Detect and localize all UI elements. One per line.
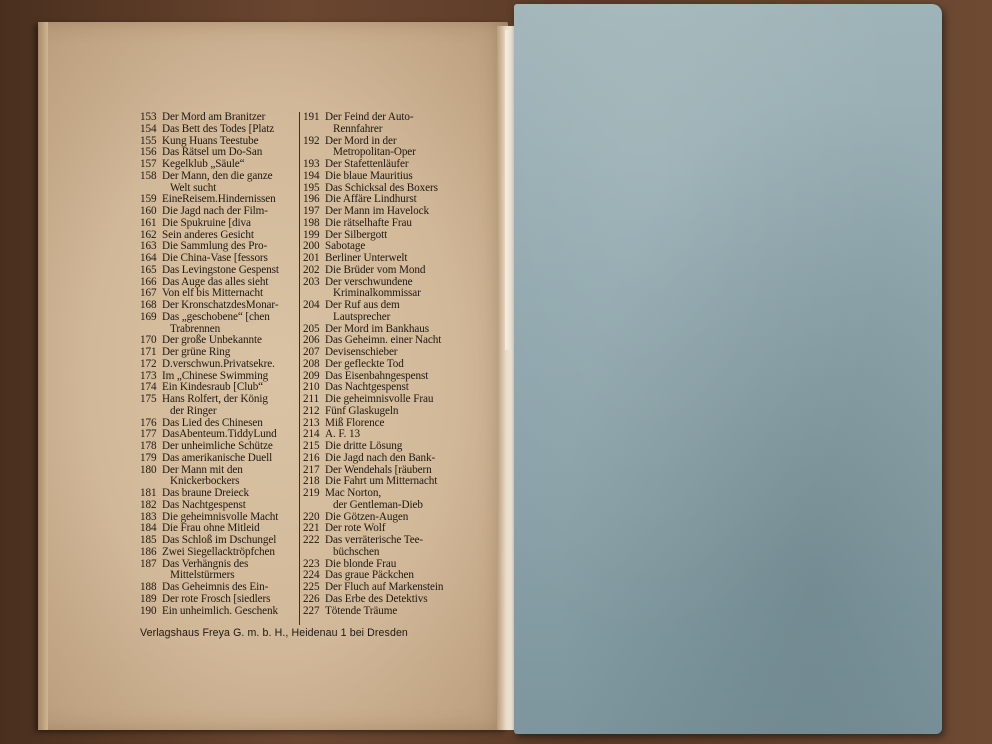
issue-title-continuation: Trabrennen bbox=[170, 322, 221, 335]
issue-number: 205 bbox=[303, 322, 320, 335]
issue-title-block bbox=[325, 218, 412, 230]
issue-title-block bbox=[325, 347, 397, 359]
issue-title: Zwei Siegellacktröpfchen bbox=[162, 545, 275, 558]
issue-number: 217 bbox=[303, 463, 320, 476]
issue-title-block bbox=[325, 171, 413, 183]
issue-title-continuation: Rennfahrer bbox=[333, 122, 383, 135]
issue-title: Die geheimnisvolle Frau bbox=[325, 393, 434, 405]
list-item bbox=[140, 547, 302, 559]
issue-number: 207 bbox=[303, 346, 320, 358]
list-item bbox=[140, 465, 302, 489]
issue-number: 226 bbox=[303, 592, 320, 605]
list-item bbox=[303, 347, 471, 359]
issue-title: EineReisem.Hindernissen bbox=[162, 193, 276, 206]
blue-back-cover bbox=[514, 4, 942, 734]
issue-number: 189 bbox=[140, 592, 157, 605]
list-item bbox=[303, 453, 471, 465]
issue-title: Der Mord am Branitzer bbox=[162, 111, 266, 123]
list-item bbox=[303, 206, 471, 218]
issue-number: 179 bbox=[140, 451, 157, 464]
issue-number: 192 bbox=[303, 134, 320, 147]
issue-title: Das Schloß im Dschungel bbox=[162, 534, 277, 546]
issue-title-block bbox=[325, 206, 429, 218]
list-item bbox=[140, 488, 302, 500]
issue-title-block bbox=[162, 253, 268, 265]
list-column-left bbox=[140, 112, 302, 617]
issue-number: 155 bbox=[140, 134, 157, 147]
issue-title-block bbox=[162, 535, 276, 547]
issue-number: 206 bbox=[303, 334, 320, 347]
issue-number: 190 bbox=[140, 604, 157, 617]
issue-title-block bbox=[162, 159, 245, 171]
issue-title: Ein Kindesraub [Club“ bbox=[162, 381, 264, 394]
issue-title: Das Eisenbahngespenst bbox=[325, 369, 429, 382]
issue-title-continuation: der Ringer bbox=[170, 404, 217, 417]
list-item bbox=[140, 253, 302, 265]
issue-title-block bbox=[162, 300, 278, 312]
issue-title: Der Ruf aus dem bbox=[325, 299, 400, 311]
issue-title: Die Frau ohne Mitleid bbox=[162, 522, 260, 535]
list-item bbox=[140, 453, 302, 465]
list-item bbox=[140, 559, 302, 583]
issue-number: 182 bbox=[140, 498, 157, 511]
list-item bbox=[303, 535, 471, 559]
issue-number: 163 bbox=[140, 240, 157, 253]
issue-title: Mac Norton, bbox=[325, 487, 382, 499]
issue-title-block bbox=[325, 265, 425, 277]
issue-number: 212 bbox=[303, 404, 320, 417]
issue-title: Die Fahrt um Mitternacht bbox=[325, 475, 438, 488]
issue-title: Der rote Wolf bbox=[325, 522, 386, 535]
issue-title-block bbox=[162, 218, 251, 230]
issue-number: 213 bbox=[303, 416, 320, 429]
issue-title: Die rätselhafte Frau bbox=[325, 216, 412, 229]
issue-number: 169 bbox=[140, 310, 157, 323]
issue-number: 171 bbox=[140, 346, 157, 358]
issue-title-block bbox=[325, 136, 416, 160]
issue-title: Die Götzen-Augen bbox=[325, 510, 409, 523]
issue-title: Die blaue Mauritius bbox=[325, 169, 413, 182]
issue-number: 223 bbox=[303, 557, 320, 570]
issue-number: 162 bbox=[140, 228, 157, 241]
issue-number: 214 bbox=[303, 428, 320, 441]
issue-number: 153 bbox=[140, 111, 157, 123]
issue-number: 194 bbox=[303, 169, 320, 182]
list-item bbox=[303, 277, 471, 301]
issue-number: 196 bbox=[303, 193, 320, 206]
list-item bbox=[140, 500, 302, 512]
issue-number: 160 bbox=[140, 205, 157, 217]
issue-title-continuation: Kriminalkommissar bbox=[333, 287, 421, 300]
list-item bbox=[140, 441, 302, 453]
issue-title-block bbox=[162, 206, 268, 218]
issue-title-continuation: der Gentleman-Dieb bbox=[333, 498, 423, 511]
issue-number: 180 bbox=[140, 463, 157, 476]
issue-title-block bbox=[162, 124, 274, 136]
issue-number: 201 bbox=[303, 252, 320, 264]
issue-number: 183 bbox=[140, 510, 157, 523]
list-item bbox=[140, 347, 302, 359]
list-column-right bbox=[303, 112, 471, 617]
issue-number: 200 bbox=[303, 240, 320, 253]
issue-title: Der Mann im Havelock bbox=[325, 205, 429, 217]
issue-number: 225 bbox=[303, 581, 320, 593]
issue-title-block bbox=[162, 112, 265, 124]
list-item bbox=[303, 171, 471, 183]
issue-title-continuation: Metropolitan-Oper bbox=[333, 146, 416, 159]
issue-number: 197 bbox=[303, 205, 320, 217]
issue-title: Das Geheimn. einer Nacht bbox=[325, 334, 442, 347]
issue-title: Tötende Träume bbox=[325, 604, 398, 617]
issue-title: Das Auge das alles sieht bbox=[162, 275, 269, 288]
issue-title-block bbox=[325, 394, 433, 406]
list-item bbox=[140, 582, 302, 594]
issue-number: 166 bbox=[140, 275, 157, 288]
issue-title: Devisenschieber bbox=[325, 346, 398, 358]
list-item bbox=[303, 441, 471, 453]
issue-title: D.verschwun.Privatsekre. bbox=[162, 357, 275, 370]
issue-number: 185 bbox=[140, 534, 157, 546]
issue-title: Das Schicksal des Boxers bbox=[325, 181, 438, 194]
issue-title-block bbox=[325, 253, 407, 265]
list-item bbox=[303, 606, 471, 618]
issue-title: Berliner Unterwelt bbox=[325, 252, 408, 264]
list-item bbox=[303, 159, 471, 171]
issue-number: 193 bbox=[303, 158, 320, 170]
issue-title: Die dritte Lösung bbox=[325, 440, 403, 452]
issue-title: Das Lied des Chinesen bbox=[162, 416, 263, 429]
issue-title: Das „geschobene“ [chen bbox=[162, 310, 270, 323]
list-item bbox=[303, 265, 471, 277]
issue-number: 222 bbox=[303, 534, 320, 546]
issue-title: Der große Unbekannte bbox=[162, 334, 262, 347]
issue-title-block bbox=[325, 488, 423, 512]
issue-title-block bbox=[162, 441, 273, 453]
issue-title: Der Mann mit den bbox=[162, 463, 243, 476]
issue-title-block bbox=[162, 312, 270, 336]
issue-title-block bbox=[325, 277, 421, 301]
list-item bbox=[140, 218, 302, 230]
issue-number: 211 bbox=[303, 393, 320, 405]
issue-title: Von elf bis Mitternacht bbox=[162, 287, 263, 300]
issue-number: 219 bbox=[303, 487, 320, 499]
issue-title-block bbox=[162, 582, 268, 594]
issue-number: 164 bbox=[140, 252, 157, 264]
issue-number: 178 bbox=[140, 440, 157, 452]
title-list bbox=[140, 112, 470, 622]
issue-title: Das Verhängnis des bbox=[162, 557, 249, 570]
issue-title-block bbox=[325, 582, 443, 594]
issue-title: Der Feind der Auto- bbox=[325, 111, 414, 123]
list-item bbox=[303, 112, 471, 136]
issue-title: Die blonde Frau bbox=[325, 557, 397, 570]
issue-title: Im „Chinese Swimming bbox=[162, 369, 269, 382]
issue-title-block bbox=[162, 488, 249, 500]
issue-title: Die Jagd nach der Film- bbox=[162, 205, 268, 217]
issue-title-continuation: Knickerbockers bbox=[170, 475, 240, 488]
issue-title-block bbox=[162, 265, 279, 277]
issue-number: 161 bbox=[140, 216, 157, 229]
issue-title: Der Mann, den die ganze bbox=[162, 169, 273, 182]
issue-number: 203 bbox=[303, 275, 320, 288]
list-item bbox=[140, 394, 302, 418]
issue-title: Ein unheimlich. Geschenk bbox=[162, 604, 278, 617]
list-item bbox=[140, 594, 302, 606]
list-item bbox=[303, 359, 471, 371]
issue-number: 165 bbox=[140, 263, 157, 276]
issue-title: Sabotage bbox=[325, 240, 366, 253]
issue-number: 168 bbox=[140, 299, 157, 311]
issue-title-block bbox=[162, 465, 243, 489]
issue-number: 177 bbox=[140, 428, 157, 441]
issue-title: Das Erbe des Detektivs bbox=[325, 592, 428, 605]
issue-title-continuation: Welt sucht bbox=[170, 181, 217, 194]
issue-title: Der Fluch auf Markenstein bbox=[325, 581, 444, 593]
list-item bbox=[140, 300, 302, 312]
issue-title: Die Brüder vom Mond bbox=[325, 263, 426, 276]
issue-title: Der Stafettenläufer bbox=[325, 158, 409, 170]
list-item bbox=[303, 488, 471, 512]
issue-title: A. F. 13 bbox=[325, 428, 360, 441]
list-item bbox=[303, 394, 471, 406]
issue-number: 186 bbox=[140, 545, 157, 558]
issue-number: 173 bbox=[140, 369, 157, 382]
issue-title: Der Wendehals [räubern bbox=[325, 463, 432, 476]
issue-title: Der Mord im Bankhaus bbox=[325, 322, 429, 335]
issue-title: Der grüne Ring bbox=[162, 346, 231, 358]
issue-number: 202 bbox=[303, 263, 320, 276]
issue-number: 174 bbox=[140, 381, 157, 394]
issue-title: Fünf Glaskugeln bbox=[325, 404, 399, 417]
issue-number: 157 bbox=[140, 158, 157, 170]
issue-number: 195 bbox=[303, 181, 320, 194]
page-edge bbox=[38, 22, 48, 730]
issue-title: Der rote Frosch [siedlers bbox=[162, 592, 271, 605]
issue-title-block bbox=[325, 112, 414, 136]
list-item bbox=[303, 594, 471, 606]
issue-title-block bbox=[162, 606, 278, 618]
list-item bbox=[140, 206, 302, 218]
issue-number: 220 bbox=[303, 510, 320, 523]
issue-title-block bbox=[162, 500, 246, 512]
list-item bbox=[140, 171, 302, 195]
issue-title: DasAbenteum.TiddyLund bbox=[162, 428, 277, 441]
issue-title: Die Sammlung des Pro- bbox=[162, 240, 268, 253]
issue-title-block bbox=[325, 535, 423, 559]
issue-number: 208 bbox=[303, 357, 320, 370]
list-item bbox=[303, 218, 471, 230]
list-item bbox=[140, 359, 302, 371]
issue-number: 210 bbox=[303, 381, 320, 394]
list-item bbox=[140, 535, 302, 547]
issue-number: 175 bbox=[140, 393, 157, 405]
issue-title: Das Bett des Todes [Platz bbox=[162, 122, 275, 135]
issue-title: Das braune Dreieck bbox=[162, 487, 250, 499]
issue-title-block bbox=[325, 453, 435, 465]
issue-title: Die Spukruine [diva bbox=[162, 216, 251, 229]
issue-title: Die geheimnisvolle Macht bbox=[162, 510, 279, 523]
list-item bbox=[303, 136, 471, 160]
publisher-imprint: Verlagshaus Freya G. m. b. H., Heidenau 1 bei Dresden bbox=[140, 627, 408, 639]
issue-title: Der gefleckte Tod bbox=[325, 357, 404, 370]
issue-title: Der unheimliche Schütze bbox=[162, 440, 273, 452]
issue-title-block bbox=[325, 159, 409, 171]
issue-number: 187 bbox=[140, 557, 157, 570]
issue-title-block bbox=[162, 559, 248, 583]
issue-number: 227 bbox=[303, 604, 320, 617]
issue-title-block bbox=[162, 594, 270, 606]
issue-title: Die Affäre Lindhurst bbox=[325, 193, 417, 206]
issue-title: Das Nachtgespenst bbox=[162, 498, 246, 511]
issue-title: Hans Rolfert, der König bbox=[162, 393, 268, 405]
issue-number: 172 bbox=[140, 357, 157, 370]
issue-title-block bbox=[162, 171, 272, 195]
issue-number: 158 bbox=[140, 169, 157, 182]
issue-title-block bbox=[325, 606, 397, 618]
issue-title-block bbox=[325, 441, 402, 453]
list-item bbox=[140, 159, 302, 171]
issue-number: 204 bbox=[303, 299, 320, 311]
issue-number: 181 bbox=[140, 487, 157, 499]
issue-title-block bbox=[162, 359, 275, 371]
issue-number: 191 bbox=[303, 111, 320, 123]
list-item bbox=[303, 300, 471, 324]
list-item bbox=[140, 312, 302, 336]
issue-number: 184 bbox=[140, 522, 157, 535]
list-item bbox=[303, 582, 471, 594]
list-item bbox=[140, 124, 302, 136]
column-divider bbox=[299, 112, 300, 625]
issue-number: 224 bbox=[303, 569, 320, 582]
issue-title-block bbox=[162, 547, 275, 559]
issue-number: 215 bbox=[303, 440, 320, 452]
list-item bbox=[140, 112, 302, 124]
issue-title: Das Geheimnis des Ein- bbox=[162, 581, 269, 593]
issue-title-block bbox=[162, 453, 272, 465]
issue-number: 167 bbox=[140, 287, 157, 300]
list-item bbox=[140, 265, 302, 277]
issue-number: 199 bbox=[303, 228, 320, 241]
issue-title: Der Silbergott bbox=[325, 228, 388, 241]
issue-title: Der Mord in der bbox=[325, 134, 397, 147]
issue-title-continuation: Mittelstürmers bbox=[170, 569, 235, 582]
issue-title-block bbox=[325, 594, 428, 606]
issue-title: Das graue Päckchen bbox=[325, 569, 414, 582]
issue-title: Der KronschatzdesMonar- bbox=[162, 299, 279, 311]
issue-title: Kung Huans Teestube bbox=[162, 134, 259, 147]
issue-title: Der verschwundene bbox=[325, 275, 413, 288]
issue-number: 176 bbox=[140, 416, 157, 429]
issue-title-block bbox=[325, 359, 404, 371]
issue-number: 154 bbox=[140, 122, 157, 135]
issue-title-block bbox=[325, 406, 398, 418]
issue-number: 159 bbox=[140, 193, 157, 206]
issue-number: 209 bbox=[303, 369, 320, 382]
issue-title-block bbox=[325, 300, 400, 324]
list-item bbox=[140, 606, 302, 618]
issue-number: 156 bbox=[140, 146, 157, 159]
issue-title-block bbox=[162, 347, 230, 359]
list-item bbox=[303, 406, 471, 418]
issue-number: 170 bbox=[140, 334, 157, 347]
issue-title: Das Levingstone Gespenst bbox=[162, 263, 279, 276]
issue-title: Das Nachtgespenst bbox=[325, 381, 409, 394]
issue-number: 198 bbox=[303, 216, 320, 229]
issue-number: 218 bbox=[303, 475, 320, 488]
issue-title: Das Rätsel um Do-San bbox=[162, 146, 263, 159]
issue-title: Kegelklub „Säule“ bbox=[162, 158, 245, 170]
issue-number: 216 bbox=[303, 451, 320, 464]
issue-title: Sein anderes Gesicht bbox=[162, 228, 254, 241]
issue-title: Die Jagd nach den Bank- bbox=[325, 451, 436, 464]
issue-title-continuation: Lautsprecher bbox=[333, 310, 391, 323]
issue-number: 188 bbox=[140, 581, 157, 593]
issue-title-continuation: büchschen bbox=[333, 545, 380, 558]
issue-title: Miß Florence bbox=[325, 416, 385, 429]
issue-title: Das verräterische Tee- bbox=[325, 534, 424, 546]
issue-title-block bbox=[162, 394, 268, 418]
list-item bbox=[303, 253, 471, 265]
issue-number: 221 bbox=[303, 522, 320, 535]
issue-title: Das amerikanische Duell bbox=[162, 451, 273, 464]
issue-title: Die China-Vase [fessors bbox=[162, 252, 268, 264]
